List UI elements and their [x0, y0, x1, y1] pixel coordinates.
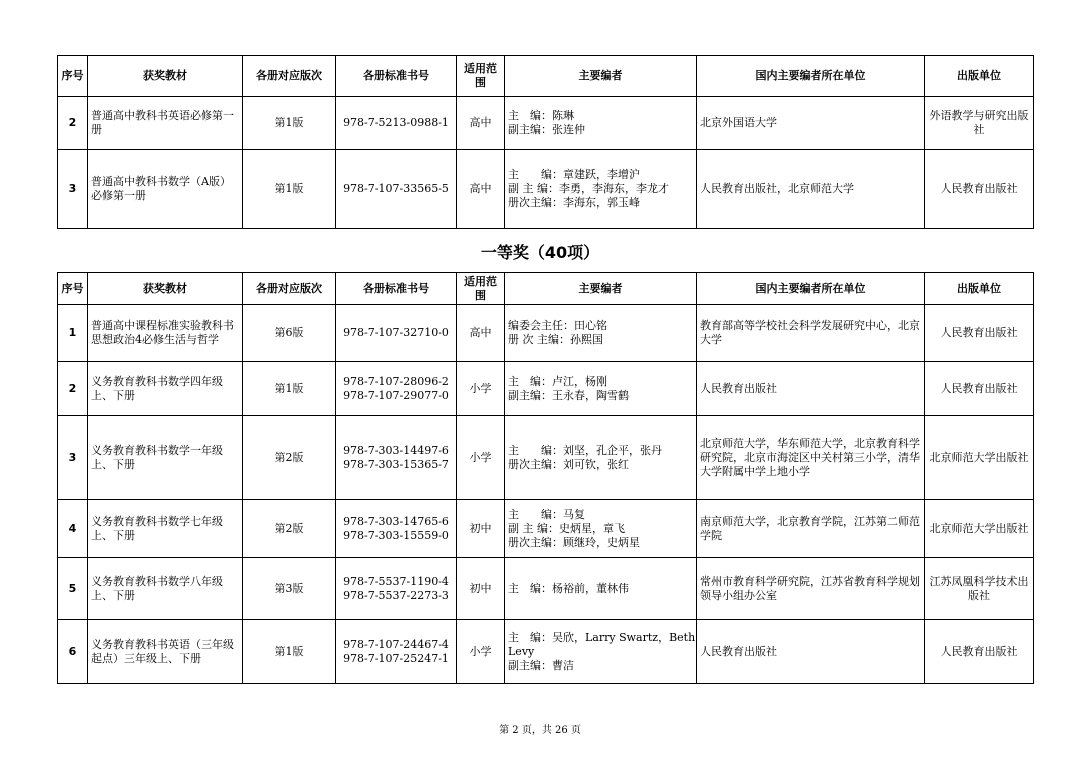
editor-line: 主 编：吴欣，Larry Swartz，Beth [508, 630, 696, 644]
editor-list [505, 416, 697, 500]
scope: 初中 [457, 558, 505, 620]
table-row [58, 416, 1034, 500]
editor-line: 册 次 主编：孙熙国 [508, 333, 603, 346]
table-row [58, 620, 1034, 684]
editor-line: 主 编：章建跃，李增沪 [508, 168, 640, 181]
isbn-list [336, 500, 457, 558]
textbook-title: 义务教育教科书英语（三年级起点）三年级上、下册 [88, 620, 243, 684]
editor-line: 主 编：马复 [508, 507, 585, 521]
table-row [58, 558, 1034, 620]
publisher: 北京师范大学出版社 [925, 416, 1034, 500]
editor-list [505, 305, 697, 362]
textbook-title: 义务教育教科书数学七年级上、下册 [88, 500, 243, 558]
edition: 第1版 [243, 362, 336, 416]
editor-line: 编委会主任：田心铭 [508, 319, 607, 332]
textbook-title: 义务教育教科书数学八年级上、下册 [88, 558, 243, 620]
isbn: 978-7-107-33565-5 [343, 182, 449, 195]
editor-list [505, 362, 697, 416]
isbn-list [336, 620, 457, 684]
editor-line: 副 主 编：史炳星，章飞 [508, 521, 625, 535]
publisher: 外语教学与研究出版社 [925, 97, 1034, 150]
table-row [58, 305, 1034, 362]
publisher: 人民教育出版社 [925, 305, 1034, 362]
header-row [58, 273, 1034, 305]
header-row [58, 56, 1034, 97]
scope: 小学 [457, 416, 505, 500]
table-row [58, 97, 1034, 150]
isbn-list [336, 305, 457, 362]
editor-line: 副主编：王永春，陶雪鹤 [508, 388, 629, 402]
isbn-list [336, 97, 457, 150]
editor-line: 主 编：卢江，杨刚 [508, 374, 607, 388]
table-row [58, 362, 1034, 416]
editor-units: 人民教育出版社 [697, 362, 925, 416]
header-edition: 各册对应版次 [243, 273, 336, 305]
isbn: 978-7-5537-1190-4 [343, 574, 449, 588]
edition: 第1版 [243, 620, 336, 684]
editor-units: 北京师范大学，华东师范大学，北京教育科学研究院，北京市海淀区中关村第三小学，清华大学附属中学上地小学 [697, 416, 925, 500]
edition: 第1版 [243, 150, 336, 229]
editor-units: 常州市教育科学研究院，江苏省教育科学规划领导小组办公室 [697, 558, 925, 620]
edition: 第2版 [243, 500, 336, 558]
scope: 初中 [457, 500, 505, 558]
row-number: 6 [58, 620, 88, 684]
header-no: 序号 [58, 273, 88, 305]
header-publisher: 出版单位 [925, 56, 1034, 97]
isbn: 978-7-303-15365-7 [343, 457, 449, 471]
header-units: 国内主要编者所在单位 [697, 273, 925, 305]
isbn: 978-7-303-14765-6 [343, 514, 449, 528]
award-table-top [57, 55, 1034, 229]
header-title: 获奖教材 [88, 273, 243, 305]
editor-line: 副 主 编：李勇，李海东，李龙才 [508, 182, 669, 195]
scope: 小学 [457, 620, 505, 684]
header-publisher: 出版单位 [925, 273, 1034, 305]
header-scope: 适用范围 [457, 273, 505, 305]
isbn: 978-7-107-25247-1 [343, 651, 449, 665]
editor-line: 册次主编：顾继玲，史炳星 [508, 535, 640, 549]
editor-list [505, 97, 697, 150]
editor-units: 南京师范大学，北京教育学院，江苏第二师范学院 [697, 500, 925, 558]
scope: 小学 [457, 362, 505, 416]
header-editors: 主要编者 [505, 273, 697, 305]
table-row [58, 150, 1034, 229]
header-title: 获奖教材 [88, 56, 243, 97]
table-row [58, 500, 1034, 558]
editor-line: 副主编：张连仲 [508, 123, 585, 136]
header-units: 国内主要编者所在单位 [697, 56, 925, 97]
editor-units: 人民教育出版社，北京师范大学 [697, 150, 925, 229]
isbn-list [336, 362, 457, 416]
isbn: 978-7-107-29077-0 [343, 388, 449, 402]
isbn: 978-7-5537-2273-3 [343, 588, 449, 602]
isbn-list [336, 416, 457, 500]
isbn: 978-7-303-15559-0 [343, 528, 449, 542]
edition: 第2版 [243, 416, 336, 500]
row-number: 2 [58, 362, 88, 416]
scope: 高中 [457, 305, 505, 362]
isbn-list [336, 558, 457, 620]
isbn-list [336, 150, 457, 229]
row-number: 1 [58, 305, 88, 362]
edition: 第6版 [243, 305, 336, 362]
editor-list [505, 150, 697, 229]
textbook-title: 义务教育教科书数学一年级上、下册 [88, 416, 243, 500]
row-number: 4 [58, 500, 88, 558]
isbn: 978-7-5213-0988-1 [343, 116, 449, 129]
editor-line: 主 编：刘坚，孔企平，张丹 [508, 443, 662, 457]
editor-line: 册次主编：李海东，郭玉峰 [508, 196, 640, 209]
award-table-first-prize [57, 272, 1034, 684]
header-edition: 各册对应版次 [243, 56, 336, 97]
editor-line: 册次主编：刘可钦，张红 [508, 457, 629, 471]
editor-list [505, 620, 697, 684]
editor-list [505, 558, 697, 620]
row-number: 2 [58, 97, 88, 150]
textbook-title: 普通高中教科书英语必修第一册 [88, 97, 243, 150]
editor-units: 人民教育出版社 [697, 620, 925, 684]
header-isbn: 各册标准书号 [336, 273, 457, 305]
section-title: 一等奖（40项） [480, 243, 600, 262]
publisher: 北京师范大学出版社 [925, 500, 1034, 558]
publisher: 江苏凤凰科学技术出版社 [925, 558, 1034, 620]
textbook-title: 普通高中课程标准实验教科书思想政治4必修生活与哲学 [88, 305, 243, 362]
publisher: 人民教育出版社 [925, 150, 1034, 229]
header-no: 序号 [58, 56, 88, 97]
editor-line: 主 编：杨裕前，董林伟 [508, 581, 629, 595]
page-footer: 第 2 页，共 26 页 [499, 725, 581, 736]
row-number: 5 [58, 558, 88, 620]
textbook-title: 普通高中教科书数学（A版）必修第一册 [88, 150, 243, 229]
editor-units: 教育部高等学校社会科学发展研究中心，北京大学 [697, 305, 925, 362]
header-scope: 适用范围 [457, 56, 505, 97]
isbn: 978-7-107-24467-4 [343, 637, 449, 651]
textbook-title: 义务教育教科书数学四年级上、下册 [88, 362, 243, 416]
editor-line: 主 编：陈琳 [508, 109, 574, 122]
row-number: 3 [58, 416, 88, 500]
scope: 高中 [457, 97, 505, 150]
isbn: 978-7-303-14497-6 [343, 443, 449, 457]
isbn: 978-7-107-32710-0 [343, 326, 449, 339]
publisher: 人民教育出版社 [925, 620, 1034, 684]
row-number: 3 [58, 150, 88, 229]
header-editors: 主要编者 [505, 56, 697, 97]
edition: 第1版 [243, 97, 336, 150]
editor-line: 副主编：曹洁 [508, 658, 574, 672]
edition: 第3版 [243, 558, 336, 620]
publisher: 人民教育出版社 [925, 362, 1034, 416]
header-isbn: 各册标准书号 [336, 56, 457, 97]
isbn: 978-7-107-28096-2 [343, 374, 449, 388]
scope: 高中 [457, 150, 505, 229]
editor-units: 北京外国语大学 [697, 97, 925, 150]
editor-list [505, 500, 697, 558]
editor-line: Levy [508, 644, 535, 658]
